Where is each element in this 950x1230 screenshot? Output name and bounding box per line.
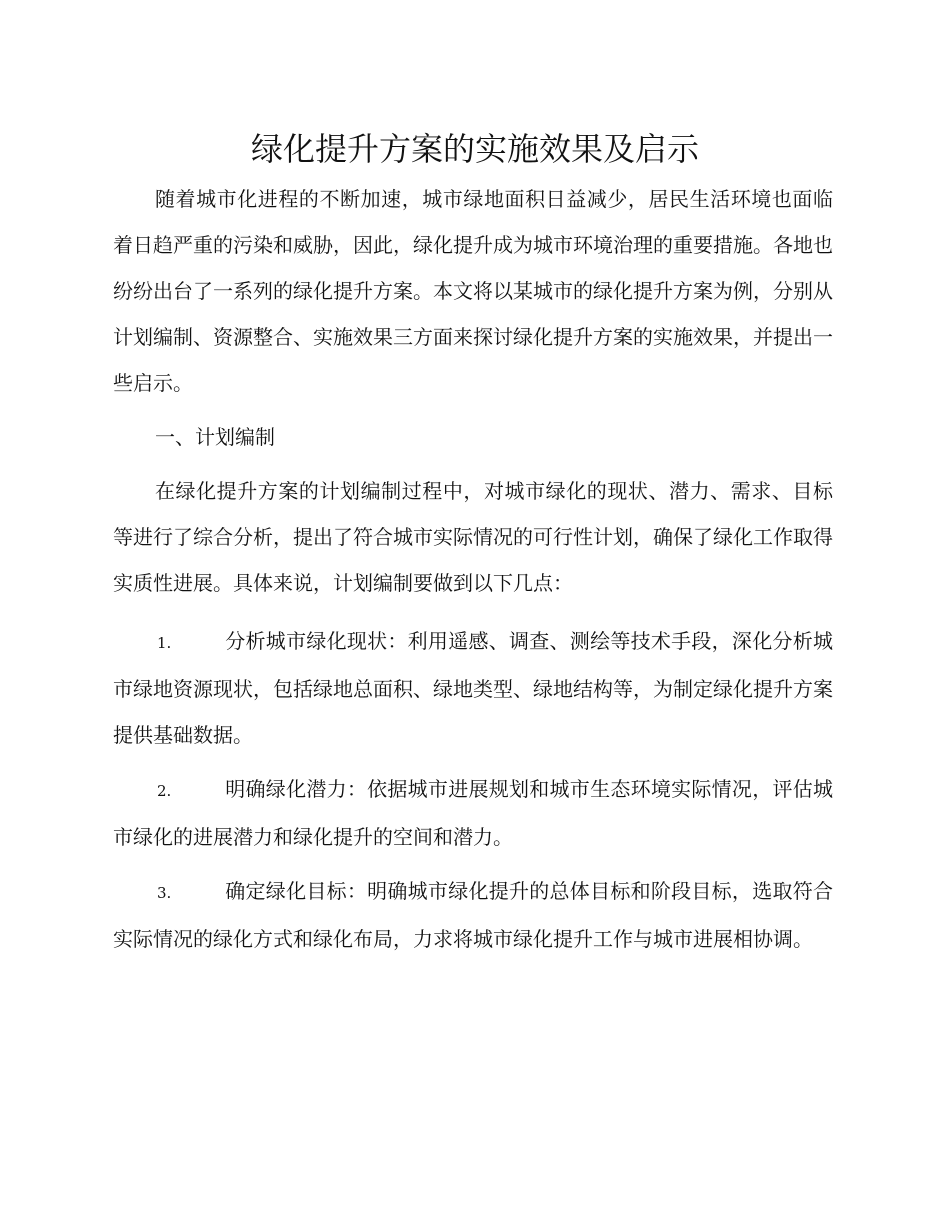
document-title: 绿化提升方案的实施效果及启示: [250, 130, 699, 168]
list-item-number: 1.: [157, 634, 172, 652]
plan-paragraph: 在绿化提升方案的计划编制过程中，对城市绿化的现状、潜力、需求、目标等进行了综合分析，提出了符合城市实际情况的可行性计划，确保了绿化工作取得实质性进展。具体来说，计划编制要做到以下几点：: [113, 479, 833, 595]
list-item: [113, 868, 833, 962]
list-item: [113, 766, 833, 860]
list-item-text: 分析城市绿化现状：利用遥感、调查、测绘等技术手段，深化分析城市绿地资源现状，包括绿地总面积、绿地类型、绿地结构等，为制定绿化提升方案提供基础数据。: [113, 629, 833, 747]
intro-paragraph: 随着城市化进程的不断加速，城市绿地面积日益减少，居民生活环境也面临着日趋严重的污染和威胁，因此，绿化提升成为城市环境治理的重要措施。各地也纷纷出台了一系列的绿化提升方案。本文将以某城市的绿化提升方案为例，分别从计划编制、资源整合、实施效果三方面来探讨绿化提升方案的实施效果，并提出一些启示。: [113, 187, 833, 395]
section-heading-plan: 一、计划编制: [155, 425, 275, 449]
list-item-text: 确定绿化目标：明确城市绿化提升的总体目标和阶段目标，选取符合实际情况的绿化方式和绿化布局，力求将城市绿化提升工作与城市进展相协调。: [113, 879, 833, 951]
list-item: [113, 618, 833, 758]
list-item-number: 3.: [157, 884, 172, 902]
list-item-text: 明确绿化潜力：依据城市进展规划和城市生态环境实际情况，评估城市绿化的进展潜力和绿化提升的空间和潜力。: [113, 777, 833, 849]
list-item-number: 2.: [157, 782, 172, 800]
